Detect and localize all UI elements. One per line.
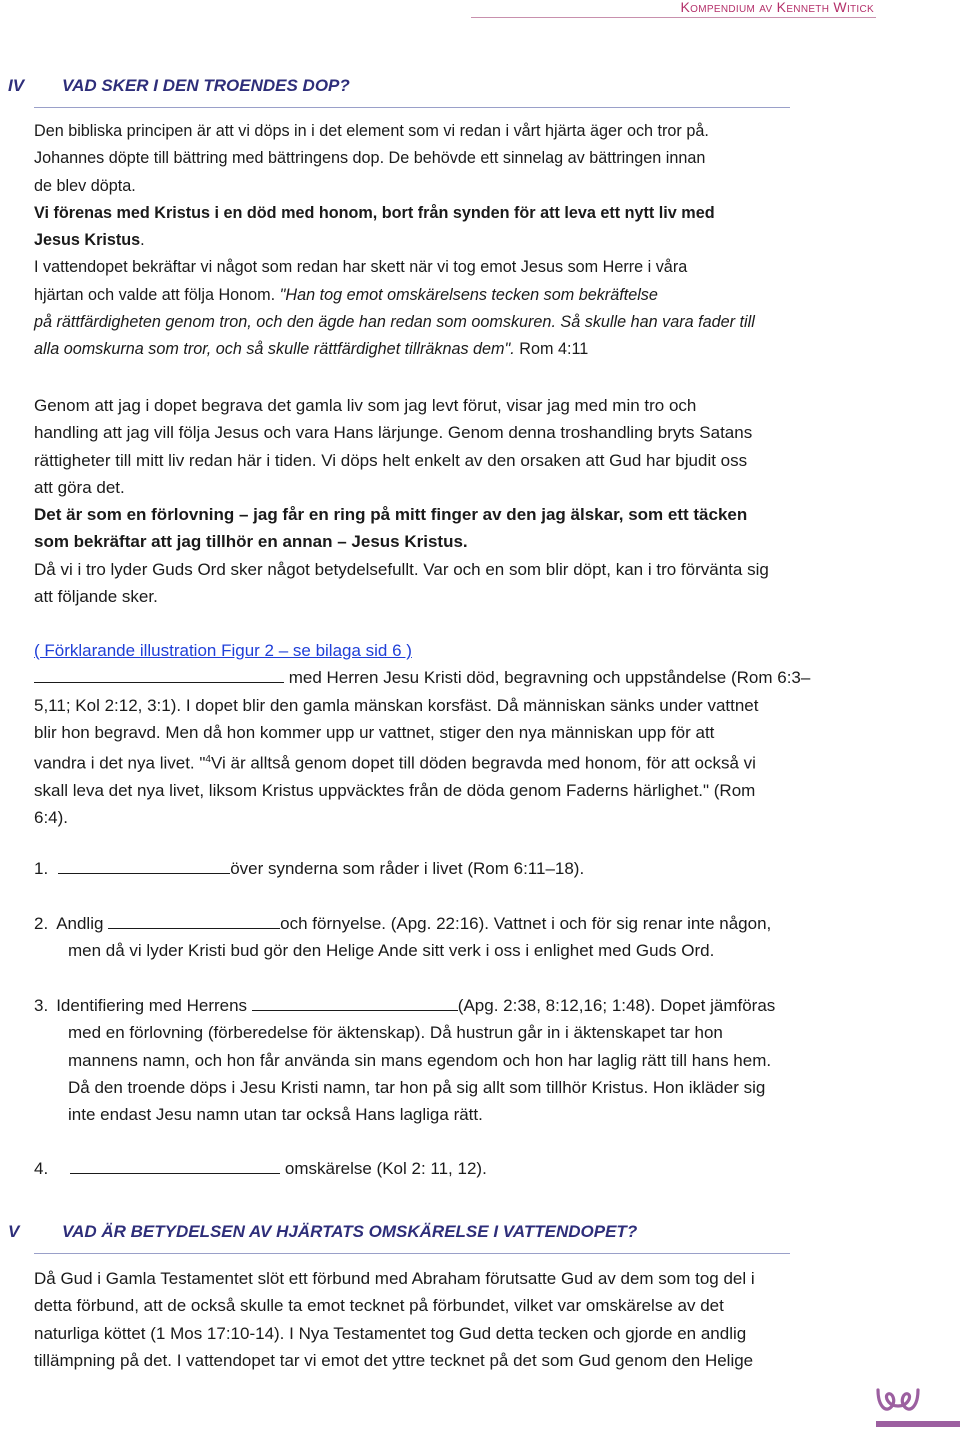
verse-number: 4 <box>205 754 211 766</box>
section-title: VAD ÄR BETYDELSEN AV HJÄRTATS OMSKÄRELSE I VATTENDOPET? <box>62 1222 638 1241</box>
text-line: detta förbund, att de också skulle ta emot tecknet på förbundet, vilket var omskärelse av det <box>34 1296 724 1316</box>
text-line: I vattendopet bekräftar vi något som redan har skett när vi tog emot Jesus som Herre i våra <box>34 258 688 277</box>
quote-fragment: "Han tog emot omskärelsens tecken som bekräftelse <box>279 285 658 304</box>
text-fragment: hjärtan och valde att följa Honom. <box>34 285 280 304</box>
text-fragment: vandra i det nya livet. " <box>34 753 206 773</box>
paragraph-burial <box>34 392 914 610</box>
text-line: inte endast Jesu namn utan tar också Hans lagliga rätt. <box>68 1105 483 1125</box>
kw-logo-icon <box>872 1384 924 1420</box>
section-rule <box>34 107 790 108</box>
text-line: Det är som en förlovning – jag får en ring på mitt finger av den jag älskar, som ett täcken <box>34 505 748 525</box>
text-line: Vi förenas med Kristus i en död med honom, bort från synden för att leva ett nytt liv med <box>34 203 715 222</box>
text-line: naturliga köttet (1 Mos 17:10-14). I Nya Testamentet tog Gud detta tecken och gjorde en andlig <box>34 1323 747 1343</box>
text-fragment: Vi är alltså genom dopet till döden begravda med honom, för att också vi <box>210 753 756 773</box>
quote-fragment: alla oomskurna som tror, och så skulle rättfärdighet tillräknas dem". <box>34 340 515 359</box>
header-title: Kompendium av Kenneth Witick <box>675 0 874 15</box>
paragraph-principle <box>34 118 914 364</box>
list-number: 3. <box>34 996 49 1015</box>
text-line: de blev döpta. <box>34 176 136 195</box>
text-fragment: och förnyelse. (Apg. 22:16). Vattnet i och för sig renar inte någon, <box>280 914 772 933</box>
text-fragment: över synderna som råder i livet (Rom 6:11–18). <box>230 859 585 878</box>
paragraph-union <box>34 637 914 832</box>
list-item-3 <box>34 992 914 1128</box>
text-fragment: Andlig <box>56 914 109 933</box>
text-fragment: Identifiering med Herrens <box>56 996 252 1015</box>
fill-blank <box>252 996 458 1011</box>
text-fragment: . <box>140 231 145 250</box>
list-item-1 <box>34 855 914 882</box>
text-line: 6:4). <box>34 808 69 828</box>
text-line: blir hon begravd. Men då hon kommer upp ur vattnet, stiger den nya människan upp för att <box>34 722 715 742</box>
quote-line: på rättfärdigheten genom tron, och den ägde han redan som oomskuren. Så skulle han vara fader till <box>34 313 755 332</box>
text-line: mannens namn, och hon får använda sin mans egendom och hon har laglig rätt till hans hem. <box>68 1050 772 1070</box>
text-line: handling att jag vill följa Jesus och vara Hans lärjunge. Genom denna troshandling bryts Satans <box>34 423 753 443</box>
text-line: att följande sker. <box>34 587 158 607</box>
text-line: 5,11; Kol 2:12, 3:1). I dopet blir den gamla mänskan korsfäst. Då människan sänks under vattnet <box>34 695 759 715</box>
illustration-link[interactable]: ( Förklarande illustration Figur 2 – se bilaga sid 6 ) <box>34 641 412 660</box>
list-number: 2. <box>34 914 49 933</box>
text-line: Johannes döpte till bättring med bättringens dop. De behövde ett sinnelag av bättringen innan <box>34 149 706 168</box>
page-header <box>0 0 960 30</box>
text-line: Då vi i tro lyder Guds Ord sker något betydelsefullt. Var och en som blir döpt, kan i tro förvänta sig <box>34 559 769 579</box>
text-line: tillämpning på det. I vattendopet tar vi emot det yttre tecknet på det som Gud genom den Helige <box>34 1350 754 1370</box>
section-rule <box>34 1253 790 1254</box>
text-line: som bekräftar att jag tillhör en annan – Jesus Kristus. <box>34 532 468 552</box>
text-line: Då den troende döps i Jesu Kristi namn, tar hon på sig allt som tillhör Kristus. Hon ikläder sig <box>68 1077 766 1097</box>
header-rule <box>471 17 876 18</box>
text-line: Genom att jag i dopet begrava det gamla liv som jag levt förut, visar jag med min tro och <box>34 396 697 415</box>
section-title: VAD SKER I DEN TROENDES DOP? <box>62 76 350 95</box>
text-fragment: Jesus Kristus <box>34 231 141 250</box>
reference: Rom 4:11 <box>514 340 589 359</box>
text-line: rättigheter till mitt liv redan här i tiden. Vi döps helt enkelt av den orsaken att Gud har bjudit oss <box>34 450 748 470</box>
logo-bar <box>876 1421 960 1427</box>
text-fragment: med Herren Jesu Kristi död, begravning och uppståndelse (Rom 6:3– <box>284 668 811 688</box>
text-line: Den bibliska principen är att vi döps in i det element som vi redan i vårt hjärta äger och tror på. <box>34 122 709 140</box>
text-line: men då vi lyder Kristi bud gör den Helige Ande sitt verk i oss i enlighet med Guds Ord. <box>68 941 715 961</box>
list-item-4 <box>34 1155 914 1182</box>
text-line: skall leva det nya livet, liksom Kristus uppväcktes från de döda genom Faderns härlighet." (Rom <box>34 781 756 801</box>
fill-blank <box>58 859 230 874</box>
list-item-2 <box>34 910 914 965</box>
paragraph-circumcision <box>34 1265 914 1374</box>
text-fragment: omskärelse (Kol 2: 11, 12). <box>280 1159 487 1178</box>
list-number: 1. <box>34 859 49 878</box>
text-fragment: (Apg. 2:38, 8:12,16; 1:48). Dopet jämföras <box>457 996 776 1015</box>
text-line: Då Gud i Gamla Testamentet slöt ett förbund med Abraham förutsatte Gud av dem som tog del i <box>34 1269 755 1288</box>
fill-blank <box>34 668 284 683</box>
text-line: att göra det. <box>34 477 125 497</box>
section-number: V <box>8 1222 20 1241</box>
list-number: 4. <box>34 1159 49 1178</box>
fill-blank <box>70 1159 280 1174</box>
text-line: med en förlovning (förberedelse för äktenskap). Då hustrun går in i äktenskapet tar hon <box>68 1023 723 1043</box>
fill-blank <box>108 914 280 929</box>
section-number: IV <box>8 76 25 95</box>
